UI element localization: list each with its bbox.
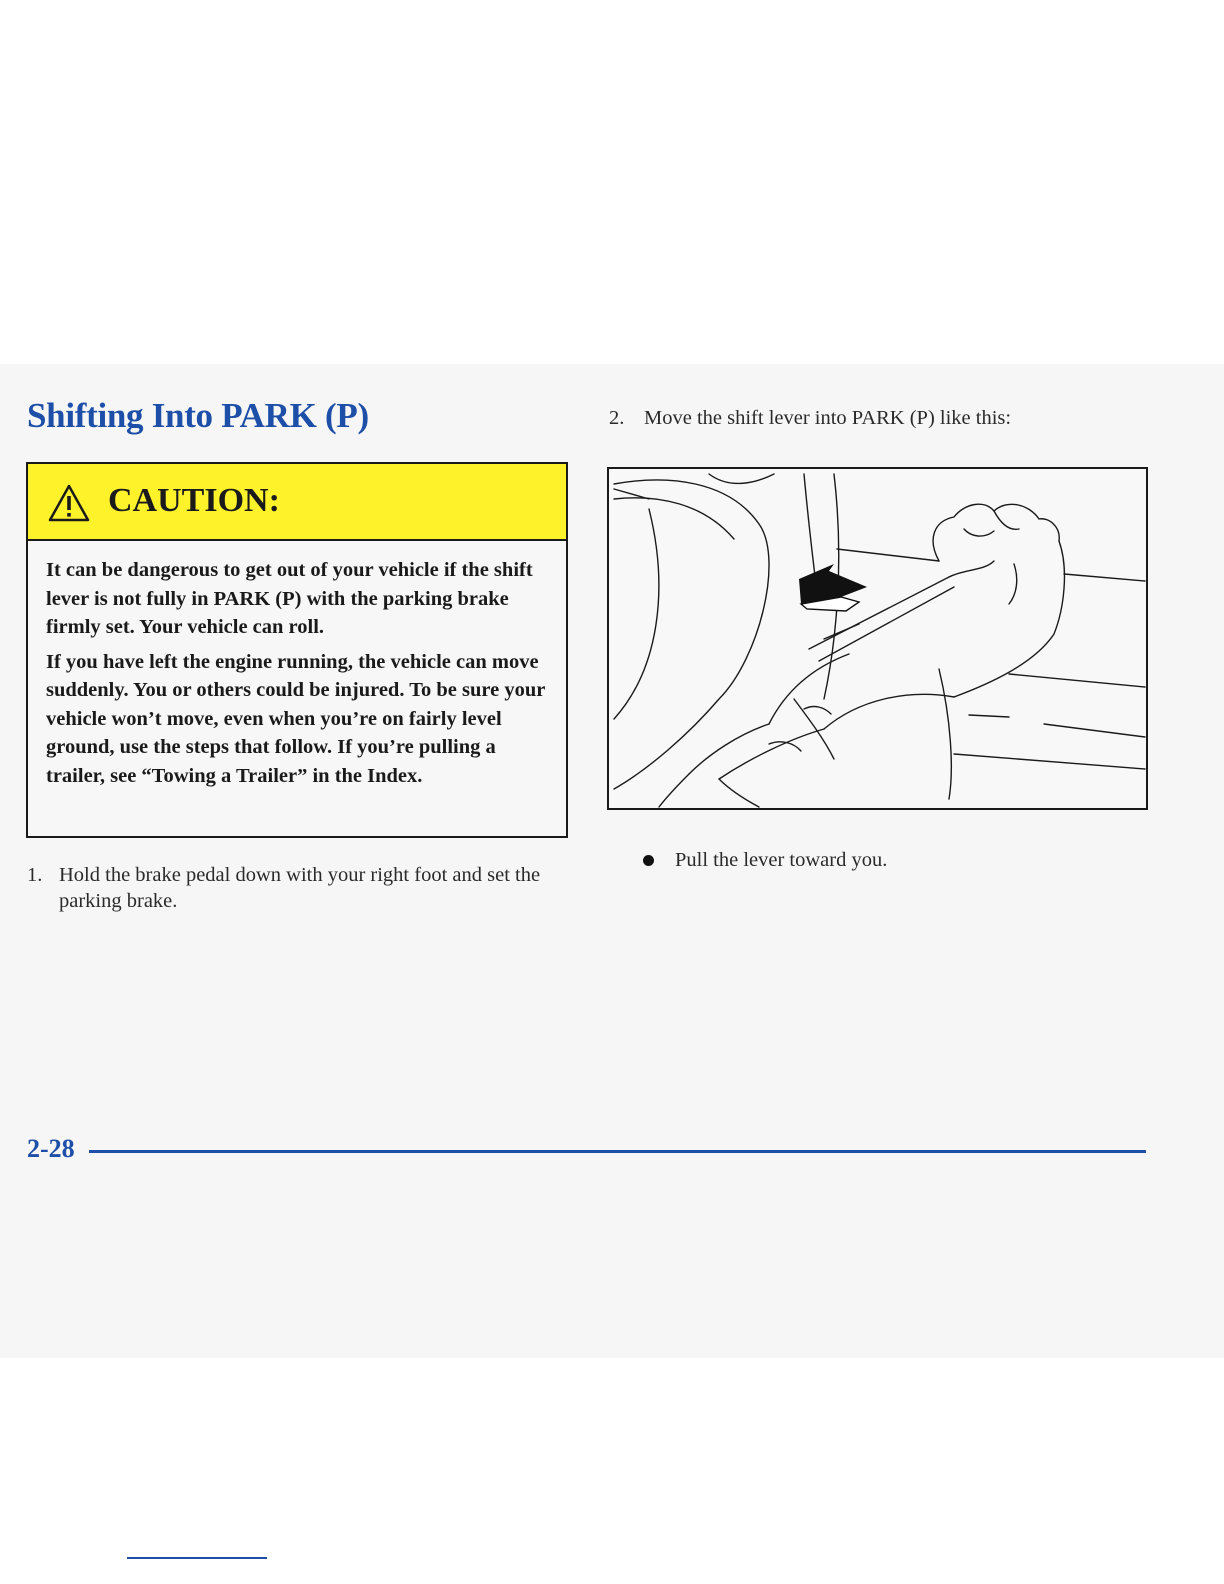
step-item xyxy=(27,862,557,918)
caution-body xyxy=(46,556,558,796)
caution-paragraph: If you have left the engine running, the vehicle can move suddenly. You or others could be injured. To be sure your vehicle won’t move, even when you’re on fairly level ground, use the steps that follow. If you’re pulling a trailer, see “Towing a Trailer” in the Index. xyxy=(46,650,545,787)
caution-label: CAUTION: xyxy=(108,482,280,519)
step-text: Hold the brake pedal down with your right foot and set the parking brake. xyxy=(59,864,541,912)
step-text: Move the shift lever into PARK (P) like this: xyxy=(644,407,1012,429)
caution-box xyxy=(26,462,568,838)
caution-paragraph: It can be dangerous to get out of your vehicle if the shift lever is not fully in PARK (P) with the parking brake firmly set. Your vehicle can roll. xyxy=(46,559,533,638)
step-item xyxy=(609,405,1149,435)
bottom-rule xyxy=(127,1557,267,1559)
shift-lever-hand-illustration xyxy=(607,467,1148,810)
illustration-drawing xyxy=(609,469,1146,808)
step-number: 2. xyxy=(609,407,625,429)
page-number: 2-28 xyxy=(27,1134,75,1163)
warning-triangle-icon xyxy=(48,484,90,522)
section-title: Shifting Into PARK (P) xyxy=(27,396,369,435)
step-number: 1. xyxy=(27,864,43,886)
direction-arrow-icon xyxy=(799,564,867,611)
footer-rule xyxy=(89,1150,1146,1153)
caution-header xyxy=(28,464,566,541)
bullet-icon xyxy=(643,855,654,866)
bullet-text: Pull the lever toward you. xyxy=(675,849,888,871)
